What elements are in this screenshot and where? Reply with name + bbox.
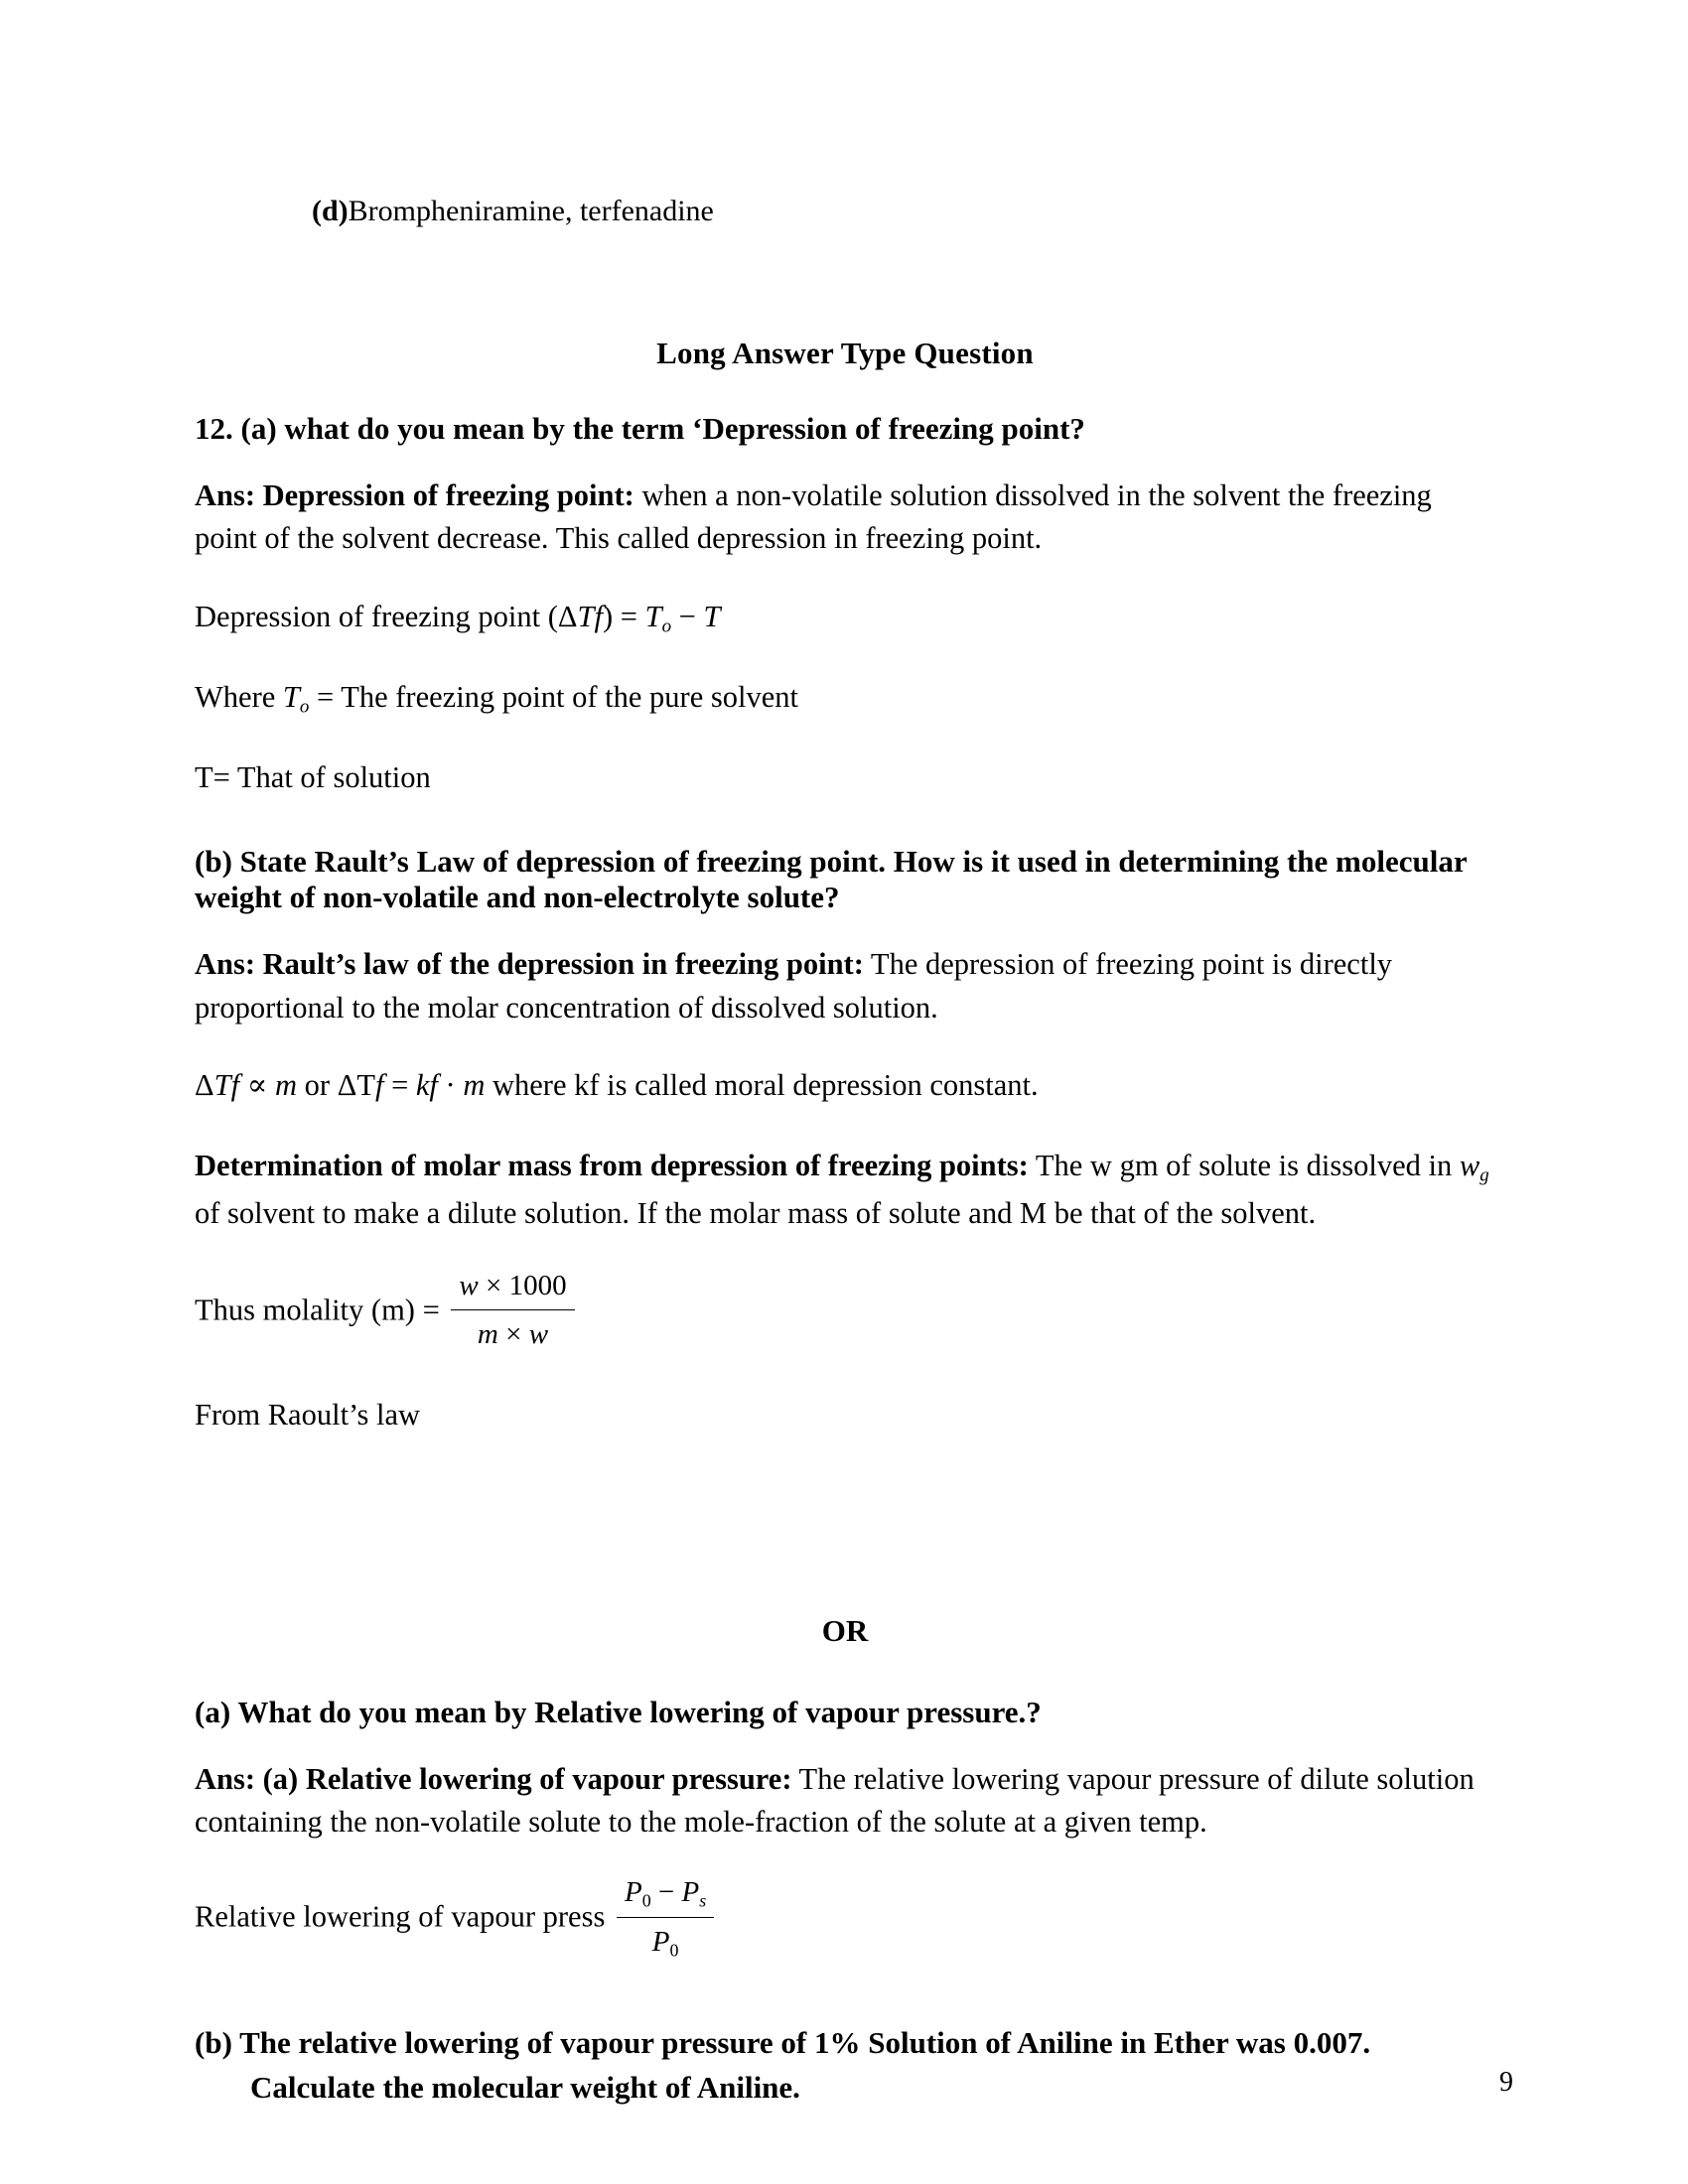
rlvp-num-Ps-subscript: s	[699, 1890, 707, 1911]
rlvp-den-P0-subscript: 0	[669, 1940, 679, 1961]
var-kf: kf	[415, 1068, 438, 1102]
delta-symbol: Δ	[557, 599, 578, 633]
var-w-subscript: g	[1479, 1164, 1489, 1186]
var-T0-where-subscript: o	[299, 696, 310, 718]
molality-num-1000: 1000	[508, 1269, 567, 1301]
var-f-3: f	[374, 1068, 384, 1102]
answer-12b-label: Ans: Rault’s law of the depression in freezing point:	[195, 947, 864, 982]
delta-symbol-3: Δ	[337, 1068, 357, 1102]
rlvp-num-P0-subscript: 0	[641, 1890, 651, 1911]
var-T: T	[577, 599, 595, 633]
option-d-body: Brompheniramine, terfenadine	[348, 195, 714, 227]
rlvp-fraction	[617, 1871, 714, 1964]
from-raoult-line: From Raoult’s law	[195, 1397, 421, 1432]
answer-or-a-label: Ans: (a) Relative lowering of vapour pressure:	[195, 1761, 792, 1796]
answer-or-a-body: The relative lowering vapour pressure of dilute solution containing the non-volatile solute to the mole-fraction of the solute at a given temp.	[195, 1761, 1475, 1840]
var-T0-where: T	[282, 679, 300, 714]
answer-12a-label: Ans: Depression of freezing point:	[195, 478, 634, 512]
answer-12b-paragraph	[195, 943, 1495, 1029]
t-solution-line: T= That of solution	[195, 759, 431, 794]
rlvp-denominator	[617, 1918, 714, 1965]
paren-close: )	[602, 599, 614, 633]
option-d-line	[312, 195, 1495, 228]
molality-equation-line	[195, 1267, 1495, 1359]
question-or-a: (a) What do you mean by Relative lowering of vapour pressure.?	[195, 1694, 1042, 1729]
var-w: w	[1459, 1148, 1480, 1182]
dot-operator: ·	[437, 1068, 464, 1102]
var-m: m	[274, 1068, 298, 1102]
rlvp-num-Ps: P	[681, 1876, 700, 1909]
molality-fraction	[451, 1265, 574, 1357]
equation-proportionality-line	[195, 1063, 1495, 1109]
page-content	[195, 0, 1495, 2111]
question-or-b: (b) The relative lowering of vapour pressure of 1% Solution of Aniline in Ether was 0.007. Calculate the molecular weight of Aniline.	[195, 2025, 1371, 2106]
determination-label: Determination of molar mass from depression of freezing points:	[195, 1148, 1029, 1182]
section-heading: Long Answer Type Question	[656, 336, 1034, 370]
equation-note: where kf is called moral depression constant.	[485, 1068, 1039, 1102]
proportional-symbol: ∝	[239, 1068, 275, 1102]
rlvp-num-minus: −	[650, 1876, 682, 1909]
rlvp-den-P0: P	[651, 1925, 670, 1958]
molality-num-times: ×	[478, 1269, 509, 1301]
equation-depression-label: Depression of freezing point	[195, 599, 548, 633]
or-divider: OR	[821, 1612, 869, 1648]
where-T0-line	[195, 675, 1495, 722]
var-f-2: f	[230, 1068, 240, 1102]
molality-num-w: w	[459, 1269, 479, 1301]
molality-numerator	[451, 1265, 574, 1311]
molality-label: Thus molality (m) =	[195, 1293, 448, 1327]
molality-den-w: w	[528, 1318, 549, 1351]
determination-paragraph	[195, 1143, 1495, 1237]
question-12a: 12. (a) what do you mean by the term ‘Depression of freezing point?	[195, 411, 1085, 446]
equals-sign-2: =	[383, 1068, 416, 1102]
var-T-3: T	[356, 1068, 375, 1102]
var-T0: T	[644, 599, 662, 633]
var-T0-subscript: o	[661, 615, 672, 637]
equation-depression-line	[195, 595, 1495, 641]
page-number: 9	[1499, 2067, 1513, 2098]
option-d-text	[312, 195, 714, 227]
or-connector: or	[297, 1068, 338, 1102]
rlvp-numerator	[617, 1871, 714, 1918]
where-label: Where	[195, 679, 283, 714]
molality-denominator	[451, 1310, 574, 1357]
paren-open: (	[547, 599, 558, 633]
answer-12a-body: when a non-volatile solution dissolved in the solvent the freezing point of the solvent decrease. This called depression in freezing point.	[195, 478, 1432, 556]
var-f: f	[594, 599, 603, 633]
determination-body-1: The w gm of solute is dissolved in	[1028, 1148, 1460, 1182]
molality-den-m: m	[477, 1318, 498, 1351]
answer-12b-body: The depression of freezing point is directly proportional to the molar concentration of dissolved solution.	[195, 947, 1393, 1024]
delta-symbol-2: Δ	[195, 1068, 214, 1102]
var-m-2: m	[463, 1068, 486, 1102]
rlvp-equation-line	[195, 1873, 1495, 1966]
rlvp-num-P0: P	[624, 1876, 642, 1909]
where-definition: = The freezing point of the pure solvent	[309, 679, 798, 714]
rlvp-label: Relative lowering of vapour press	[195, 1899, 613, 1934]
molality-den-times: ×	[497, 1318, 529, 1351]
option-d-marker: (d)	[312, 195, 349, 227]
equals-sign: =	[613, 599, 645, 633]
determination-body-2: of solvent to make a dilute solution. If the molar mass of solute and M be that of the solvent.	[195, 1195, 1317, 1230]
minus-sign: −	[671, 599, 704, 633]
question-12b: (b) State Rault’s Law of depression of freezing point. How is it used in determining the molecular weight of non-volatile and non-electrolyte solute?	[195, 844, 1468, 915]
var-T-right: T	[703, 599, 721, 633]
answer-12a-paragraph	[195, 475, 1495, 561]
var-T-2: T	[213, 1068, 231, 1102]
answer-or-a-paragraph	[195, 1758, 1495, 1844]
